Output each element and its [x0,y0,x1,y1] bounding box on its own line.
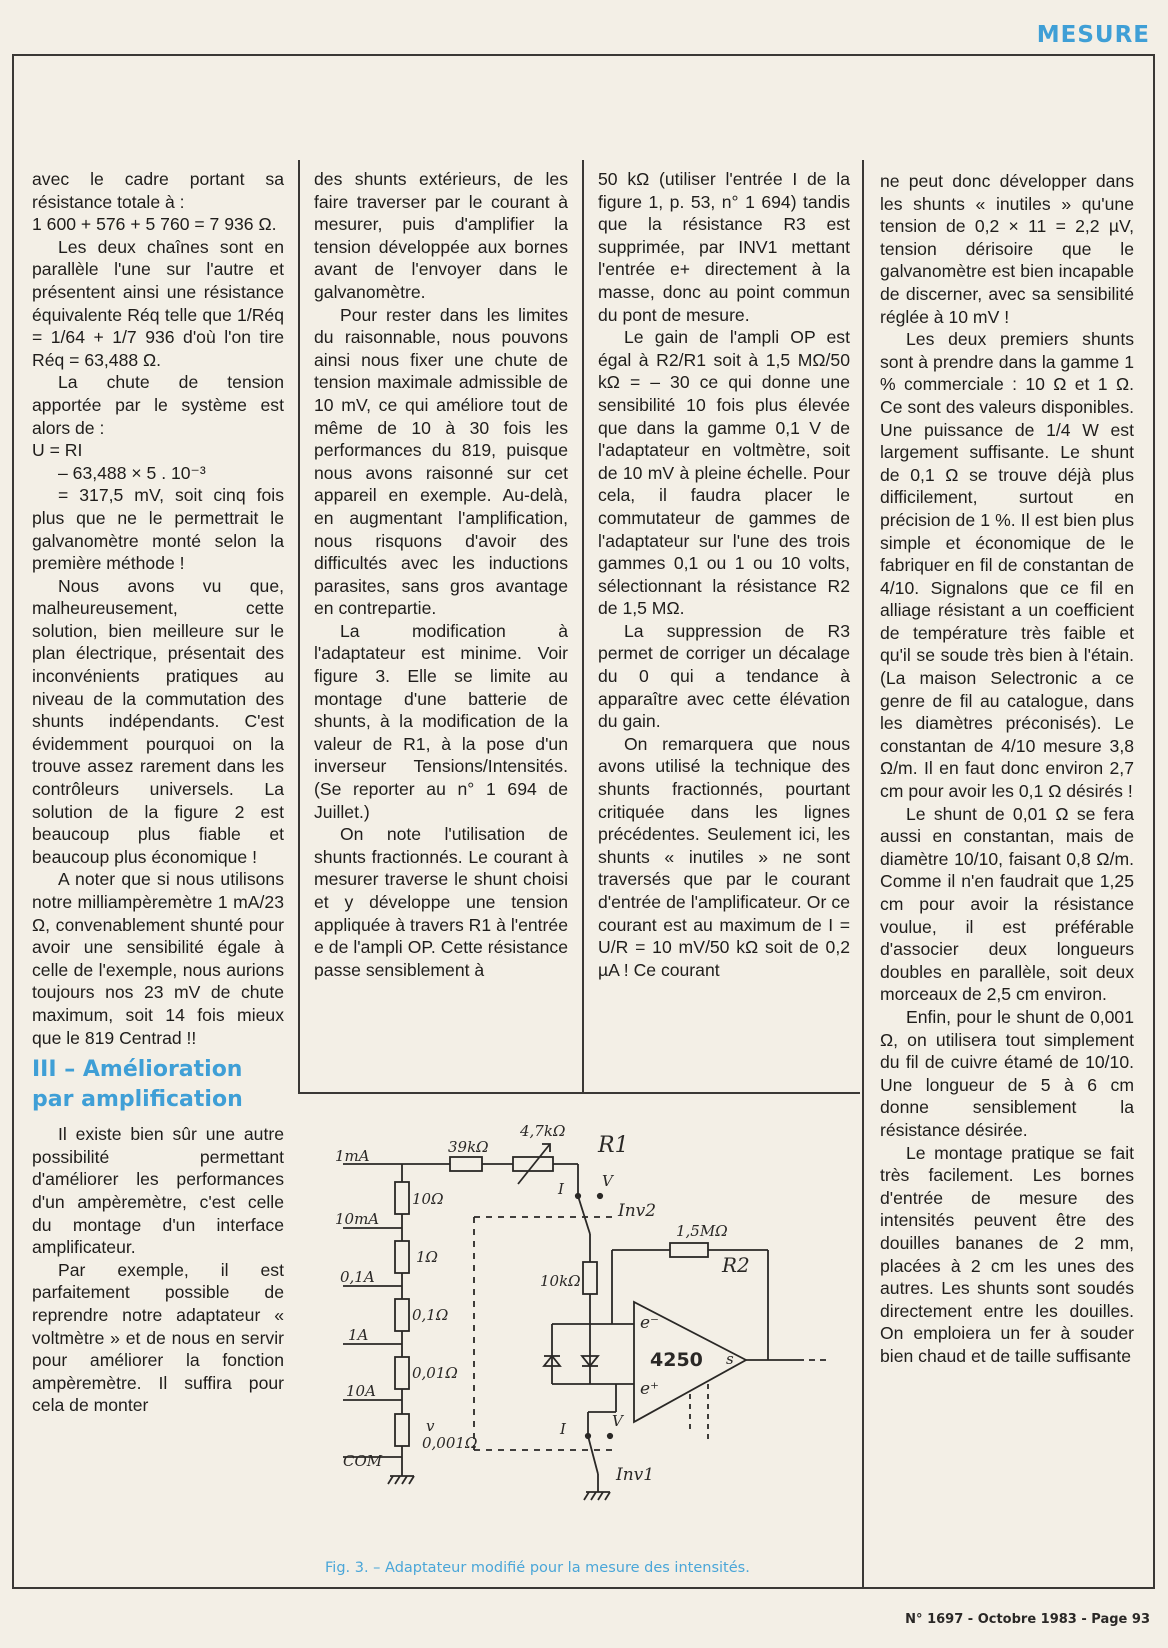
switch-i-label: I [558,1180,564,1198]
terminal-10A: 10A [346,1382,376,1400]
switch-arm-inv1 [588,1436,598,1474]
switch-arm-inv2 [578,1196,590,1234]
paragraph: Il existe bien sûr une autre possibilité permettant d'améliorer les performances d'un ampèremètre, c'est celle du montage d'un interface amplificateur. [32,1124,284,1258]
shunt-0-1-ohm [395,1299,409,1331]
text-column-3 [598,168,850,981]
resistor-1-5M [670,1243,708,1257]
paragraph: A noter que si nous utilisons notre milliampèremètre 1 mA/23 Ω, convenablement shunté pour avoir une sensibilité égale à celle de l'exemple, nous aurions toujours nos 23 mV de chute maximum, soit 14 fois mieux que le 819 Centrad !! [32,869,284,1048]
opamp-label: 4250 [650,1349,703,1371]
ground-hatch [591,1492,596,1500]
ground-hatch [598,1492,603,1500]
paragraph: On remarquera que nous avons utilisé la technique des shunts fractionnés, pourtant critiquée dans les lignes précédentes. Seulement ici, les shunts « inutiles » ne sont traversés que par le courant d'entrée de l'amplificateur. Or ce courant est au maximum de I = U/R = 10 mV/50 kΩ soit de 0,2 µA ! Ce courant [598,733,850,980]
terminal-1mA: 1mA [335,1147,370,1165]
ground-hatch [605,1492,610,1500]
r2-label: R2 [722,1253,750,1277]
paragraph: Par exemple, il est parfaitement possible de reprendre notre adaptateur « voltmètre » et de nous en servir pour améliorer la fonction ampèremètre. Il suffira pour cela de monter [32,1259,284,1416]
switch-contact [598,1194,602,1198]
terminal-com: COM [343,1452,383,1470]
switch-v-label: V [612,1412,623,1430]
volt-symbol: v [426,1417,435,1435]
shunt-label: 1Ω [416,1248,438,1266]
r1-adj-label: 4,7kΩ [520,1122,566,1140]
text-column-4 [880,170,1134,1367]
equation: – 63,488 × 5 . 10⁻³ [58,462,206,483]
switch-v-label: V [602,1172,613,1190]
shunt-0-01-ohm [395,1357,409,1389]
paragraph: Les deux premiers shunts sont à prendre dans la gamme 1 % commerciale : 10 Ω et 1 Ω. Ce sont des valeurs disponibles. Une puissance de 1/4 W est largement suffisante. Le shunt de 0,1 Ω se trouve déjà plus difficilement, surtout en précision de 1 %. Il est bien plus simple et économique de le fabriquer en fil de constantan de 4/10. Signalons que ce fil en alliage résistant a un coefficient de température très faible et qu'il se soude très bien à l'étain. (La maison Selectronic a ce genre de fil au catalogue, dans les diamètres préconisés). Le constantan de 4/10 mesure 3,8 Ω/m. Il en faut donc environ 2,7 cm pour avoir les 0,1 Ω désirés ! [880,329,1134,802]
adjust-arrow [518,1144,550,1184]
r2-value-label: 1,5MΩ [676,1222,728,1240]
output-label: s [726,1350,734,1368]
ground-hatch [409,1476,414,1484]
paragraph: = 317,5 mV, soit cinq fois plus que ne le permettrait le galvanomètre monté selon la première méthode ! [32,485,284,574]
equation: 1 600 + 576 + 5 760 = 7 936 Ω. [32,214,277,235]
ground-hatch [388,1476,393,1484]
shunt-label: 0,001Ω [422,1434,478,1452]
shunt-10-ohm [395,1182,409,1214]
text-column-1 [32,168,284,1417]
paragraph: 50 kΩ (utiliser l'entrée I de la figure 1, p. 53, n° 1 694) tandis que la résistance R3 est supprimée, par INV1 mettant l'entrée e+ directement à la masse, donc au point commun du pont de mesure. [598,169,850,325]
input-minus-label: e⁻ [640,1313,660,1333]
shunt-label: 0,1Ω [412,1306,449,1324]
section-label: MESURE [1036,22,1150,48]
column-rule [582,160,584,1092]
column-rule [298,160,300,1092]
switch-i-label: I [560,1420,566,1438]
terminal-10mA: 10mA [335,1210,380,1228]
paragraph: On note l'utilisation de shunts fractionnés. Le courant à mesurer traverse le shunt choisi et y développe une tension appliquée à travers R1 à l'entrée e de l'ampli OP. Cette résistance passe sensiblement à [314,824,568,980]
paragraph: Le shunt de 0,01 Ω se fera aussi en constantan, mais de diamètre 10/10, faisant 0,8 Ω/m. Comme il n'en faudrait que 1,25 cm pour avoir la résistance voulue, il est préférable d'associer deux longueurs doubles en parallèle, soit deux morceaux de 2,5 cm environ. [880,803,1134,1005]
inv2-label: Inv2 [618,1201,657,1221]
paragraph: des shunts extérieurs, de les faire traverser par le courant à mesurer, puis d'amplifier la tension développée aux bornes avant de l'envoyer dans le galvanomètre. [314,169,568,302]
paragraph: Le gain de l'ampli OP est égal à R2/R1 soit à 1,5 MΩ/50 kΩ = – 30 ce qui donne une sensibilité 10 fois plus élevée que dans la gamme 0,1 V de l'adaptateur en voltmètre, soit de 10 mV à pleine échelle. Pour cela, il faudra placer le commutateur de gammes de l'adaptateur sur l'une des trois gammes 0,1 ou 1 ou 10 volts, sélectionnant la résistance R2 de 1,5 MΩ. [598,327,850,619]
text-column-2 [314,168,568,981]
paragraph: avec le cadre portant sa résistance totale à : [32,169,284,212]
paragraph: Les deux chaînes sont en parallèle l'une sur l'autre et présentent ainsi une résistance équivalente Réq telle que 1/Réq = 1/64 + 1/7 936 d'où l'on tire Réq = 63,488 Ω. [32,236,284,370]
figure-3 [298,1092,860,1586]
resistor-39k [450,1157,482,1171]
figure-caption: Fig. 3. – Adaptateur modifié pour la mesure des intensités. [325,1560,750,1576]
r-input-label: 10kΩ [540,1272,581,1290]
paragraph: ne peut donc développer dans les shunts « inutiles » qu'une tension de 0,2 × 11 = 2,2 µV, tension dérisoire que le galvanomètre est bien incapable de discerner, avec sa sensibilité réglée à 10 mV ! [880,171,1134,327]
shunt-label: 10Ω [412,1190,444,1208]
shunt-0-001-ohm [395,1414,409,1446]
ground-hatch [395,1476,400,1484]
shunt-label: 0,01Ω [412,1364,458,1382]
section-heading: III – Amélioration par amplification [32,1057,243,1113]
resistor-10k [583,1262,597,1294]
equation: U = RI [32,440,83,461]
paragraph: Pour rester dans les limites du raisonnable, nous pouvons ainsi nous fixer une chute de tension maximale admissible de 10 mV, ce qui améliore tout de même de 10 à 30 fois les performances du 819, puisque nous avons raisonné sur cet appareil en exemple. Au-delà, en augmentant l'amplification, nous risquons d'avoir des difficultés avec les inductions parasites, sans gros avantage en contrepartie. [314,304,568,619]
column-rule [862,160,864,1588]
switch-contact [608,1434,612,1438]
circuit-schematic [298,1094,860,1564]
terminal-1A: 1A [348,1326,369,1344]
shunt-1-ohm [395,1241,409,1273]
input-plus-label: e⁺ [640,1379,660,1399]
terminal-0-1A: 0,1A [340,1268,375,1286]
ground-hatch [584,1492,589,1500]
paragraph: Le montage pratique se fait très facilement. Les bornes d'entrée de mesure des intensités peuvent être des douilles bananes de 2 mm, placées à 2 cm les unes des autres. Les shunts sont soudés directement entre les douilles. On emploiera un fer à souder bien chaud et de taille suffisante [880,1142,1134,1366]
r1-label: R1 [598,1133,629,1158]
r1-fixed-label: 39kΩ [448,1138,489,1156]
inv1-label: Inv1 [616,1465,655,1485]
paragraph: Enfin, pour le shunt de 0,001 Ω, on utilisera tout simplement du fil de cuivre étamé de 10/10. Une longueur de 5 à 6 cm donne sensiblement la résistance désirée. [880,1006,1134,1140]
page-footer: N° 1697 - Octobre 1983 - Page 93 [905,1612,1150,1627]
paragraph: Nous avons vu que, malheureusement, cette solution, bien meilleure sur le plan électrique, présentait des inconvénients pratiques au niveau de la commutation des shunts indépendants. C'est évidemment pourquoi on la trouve assez rarement dans les contrôleurs universels. La solution de la figure 2 est beaucoup plus fiable et beaucoup plus économique ! [32,575,284,867]
ground-hatch [402,1476,407,1484]
paragraph: La chute de tension apportée par le système est alors de : [32,372,284,438]
paragraph: La suppression de R3 permet de corriger un décalage du 0 qui a tendance à apparaître avec cette élévation du gain. [598,620,850,732]
paragraph: La modification à l'adaptateur est minime. Voir figure 3. Elle se limite au montage d'une batterie de shunts, à la modification de la valeur de R1, à la pose d'un inverseur Tensions/Intensités. (Se reporter au n° 1 694 de Juillet.) [314,620,568,822]
